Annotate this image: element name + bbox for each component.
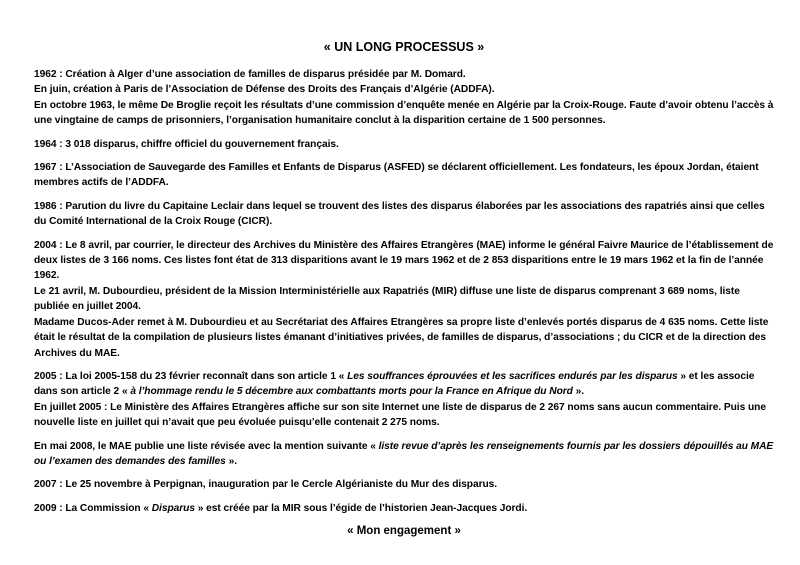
commission-name: Disparus — [151, 502, 195, 514]
paragraph-2009 — [34, 501, 774, 516]
page-title: « UN LONG PROCESSUS » — [323, 40, 485, 54]
law-article-1-quote: Les souffrances éprouvées et les sacrifices endurés par les disparus — [347, 370, 678, 382]
mae-intro-text: En mai 2008, le MAE publie une liste révisée avec la mention suivante « — [34, 440, 379, 452]
mae-end-text: ». — [225, 455, 237, 467]
paragraph-2004-line-2: Le 21 avril, M. Dubourdieu, président de la Mission Interministérielle aux Rapatriés (MIR) diffuse une liste de disparus comprenant 3 689 noms, liste publiée en juillet 2004. — [34, 285, 740, 313]
paragraph-1986: 1986 : Parution du livre du Capitaine Leclair dans lequel se trouvent des listes des disparus élaborées par les associations des rapatriés ainsi que celles du Comité International de la Croix Rouge (CICR). — [34, 200, 765, 228]
paragraph-1967: 1967 : L’Association de Sauvegarde des Familles et Enfants de Disparus (ASFED) se déclarent officiellement. Les fondateurs, les époux Jordan, étaient membres actifs de l’ADDFA. — [34, 162, 759, 189]
document-page — [34, 0, 774, 538]
paragraph-1964: 1964 : 3 018 disparus, chiffre officiel du gouvernement français. — [34, 138, 339, 150]
paragraph-2007: 2007 : Le 25 novembre à Perpignan, inauguration par le Cercle Algérianiste du Mur des disparus. — [34, 479, 498, 491]
commission-intro-text: 2009 : La Commission « — [34, 502, 152, 514]
paragraph-2004-line-3: Madame Ducos-Ader remet à M. Dubourdieu et au Secrétariat des Affaires Etrangères sa propre liste d’enlevés portés disparus de 4 635 noms. Cette liste était le résultat de la compilation de plusieurs listes émanant d’initiatives privées, de familles de disparus, d’associations ; du CICR et de la direction des Archives du MAE. — [34, 316, 769, 359]
paragraph-1962-line-1: 1962 : Création à Alger d’une association de familles de disparus présidée par M. Domard. — [34, 69, 466, 80]
law-intro-text: 2005 : La loi 2005-158 du 23 février reconnaît dans son article 1 « — [34, 370, 348, 382]
law-middle-text: » et les associe dans son article 2 « — [34, 370, 755, 398]
mae-mention-quote: liste revue d’après les renseignements fournis par les dossiers dépouillés au MAE ou l’examen des demandes des familles — [34, 440, 774, 467]
paragraph-1963-line: En octobre 1963, le même De Broglie reçoit les résultats d’une commission d’enquête menée en Algérie par la Croix-Rouge. Faute d’avoir obtenu l’accès à une vingtaine de camps de prisonniers, l’organisation humanitaire conclut à la disparition certaine de 1 500 personnes. — [34, 99, 774, 127]
paragraph-2005 — [34, 369, 774, 431]
commission-end-text: » est créée par la MIR sous l’égide de l’historien Jean-Jacques Jordi. — [194, 502, 528, 514]
law-article-2-quote: à l’hommage rendu le 5 décembre aux combattants morts pour la France en Afrique du Nord — [130, 386, 573, 398]
paragraph-2004-line-1: 2004 : Le 8 avril, par courrier, le directeur des Archives du Ministère des Affaires Etrangères (MAE) informe le général Faivre Maurice de l’établissement de deux listes de 3 166 noms. Ces listes font état de 313 disparitions avant le 19 mars 1962 et de 2 853 disparitions entre le 19 mars 1962 et la fin de l’année 1962. — [34, 239, 774, 282]
paragraph-2004 — [34, 238, 774, 361]
paragraph-1962 — [34, 67, 774, 129]
closing-heading: « Mon engagement » — [347, 525, 461, 538]
paragraph-1962-line-2: En juin, création à Paris de l’Association de Défense des Droits des Français d’Algérie (ADDFA). — [34, 84, 495, 96]
paragraph-2008 — [34, 439, 774, 470]
paragraph-2005-line-2: En juillet 2005 : Le Ministère des Affaires Etrangères affiche sur son site Internet une liste de disparus de 2 267 noms sans aucun commentaire. Puis une nouvelle liste en juillet qui n’avait que peu évoluée puisqu’elle contenait 2 275 noms. — [34, 401, 766, 429]
paragraph-2005-line-1 — [34, 369, 774, 400]
law-end-text: ». — [572, 386, 585, 398]
